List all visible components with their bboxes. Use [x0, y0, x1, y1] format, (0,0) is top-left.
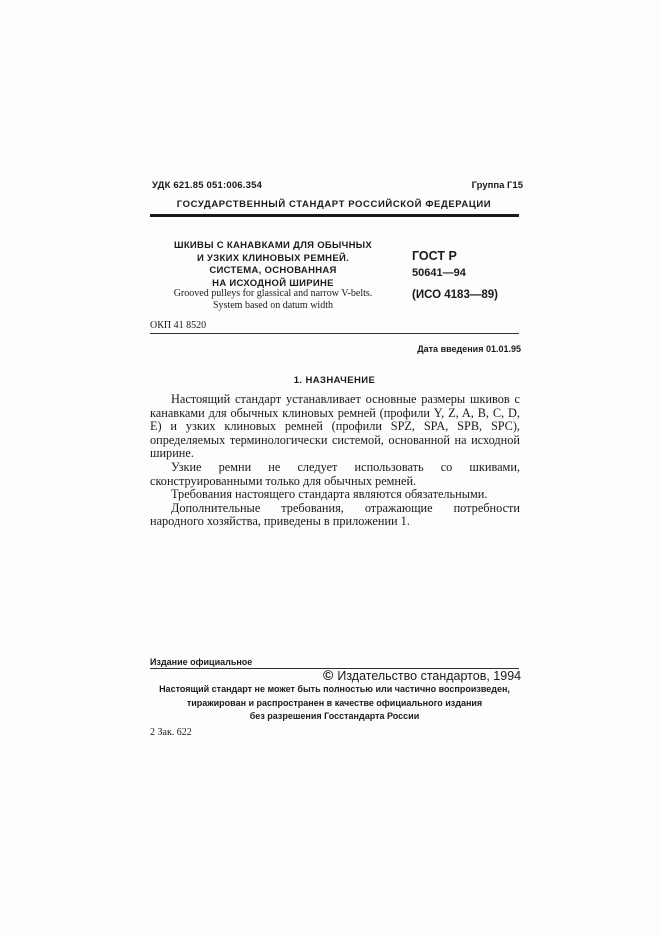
- standard-title-en: [150, 288, 396, 311]
- title-en-line: System based on datum width: [213, 299, 333, 311]
- copyright-line: [323, 667, 521, 683]
- notice-line: без разрешения Госстандарта России: [249, 711, 420, 721]
- introduction-date: Дата введения 01.01.95: [417, 344, 521, 354]
- okp-code: ОКП 41 8520: [150, 320, 207, 331]
- order-number: 2 Зак. 622: [150, 727, 192, 738]
- copyright-icon: ©: [323, 667, 334, 683]
- reproduction-notice: [150, 683, 519, 724]
- header-rule: [150, 214, 519, 217]
- title-ru-line: ШКИВЫ С КАНАВКАМИ ДЛЯ ОБЫЧНЫХ: [173, 240, 373, 251]
- paragraph: Узкие ремни не следует использовать со шкивами, сконструированными только для обычных ремней.: [150, 459, 520, 488]
- title-ru-line: СИСТЕМА, ОСНОВАННАЯ: [209, 265, 337, 276]
- paragraph: Настоящий стандарт устанавливает основные размеры шкивов с канавками для обычных клиновых ремней (профили Y, Z, A, B, C, D, E) и узких клиновых ремней (профили SPZ, SPA, SPB, SPC), определяемых терминологически системой, основанной на исходной ширине.: [150, 392, 520, 461]
- gov-standard-title: ГОСУДАРСТВЕННЫЙ СТАНДАРТ РОССИЙСКОЙ ФЕДЕРАЦИИ: [176, 199, 492, 210]
- group-code: Группа Г15: [471, 180, 523, 191]
- gost-designation: [412, 248, 518, 282]
- paragraph: Дополнительные требования, отражающие потребности народного хозяйства, приведены в приложении 1.: [150, 500, 520, 529]
- notice-line: тиражирован и распространен в качестве официального издания: [186, 697, 483, 708]
- iso-reference: (ИСО 4183—89): [412, 289, 498, 301]
- title-ru-line: НА ИСХОДНОЙ ШИРИНЕ: [212, 277, 334, 289]
- notice-line: Настоящий стандарт не может быть полностью или частично воспроизведен,: [159, 684, 510, 694]
- body-text: [150, 393, 520, 529]
- gost-label: ГОСТ Р: [412, 249, 457, 263]
- okp-rule: [150, 333, 519, 334]
- title-en-line: Grooved pulleys for glassical and narrow V-belts.: [173, 288, 373, 299]
- gost-number: 50641—94: [412, 267, 466, 279]
- section-title: 1. НАЗНАЧЕНИЕ: [293, 375, 376, 386]
- udk-code: УДК 621.85 051:006.354: [152, 180, 263, 191]
- title-ru-line: И УЗКИХ КЛИНОВЫХ РЕМНЕЙ.: [196, 252, 350, 264]
- copyright-text: Издательство стандартов, 1994: [337, 669, 522, 683]
- official-edition-label: Издание официальное: [150, 657, 253, 667]
- standard-title-ru: [150, 240, 396, 290]
- paragraph: Требования настоящего стандарта являются обязательными.: [171, 487, 488, 502]
